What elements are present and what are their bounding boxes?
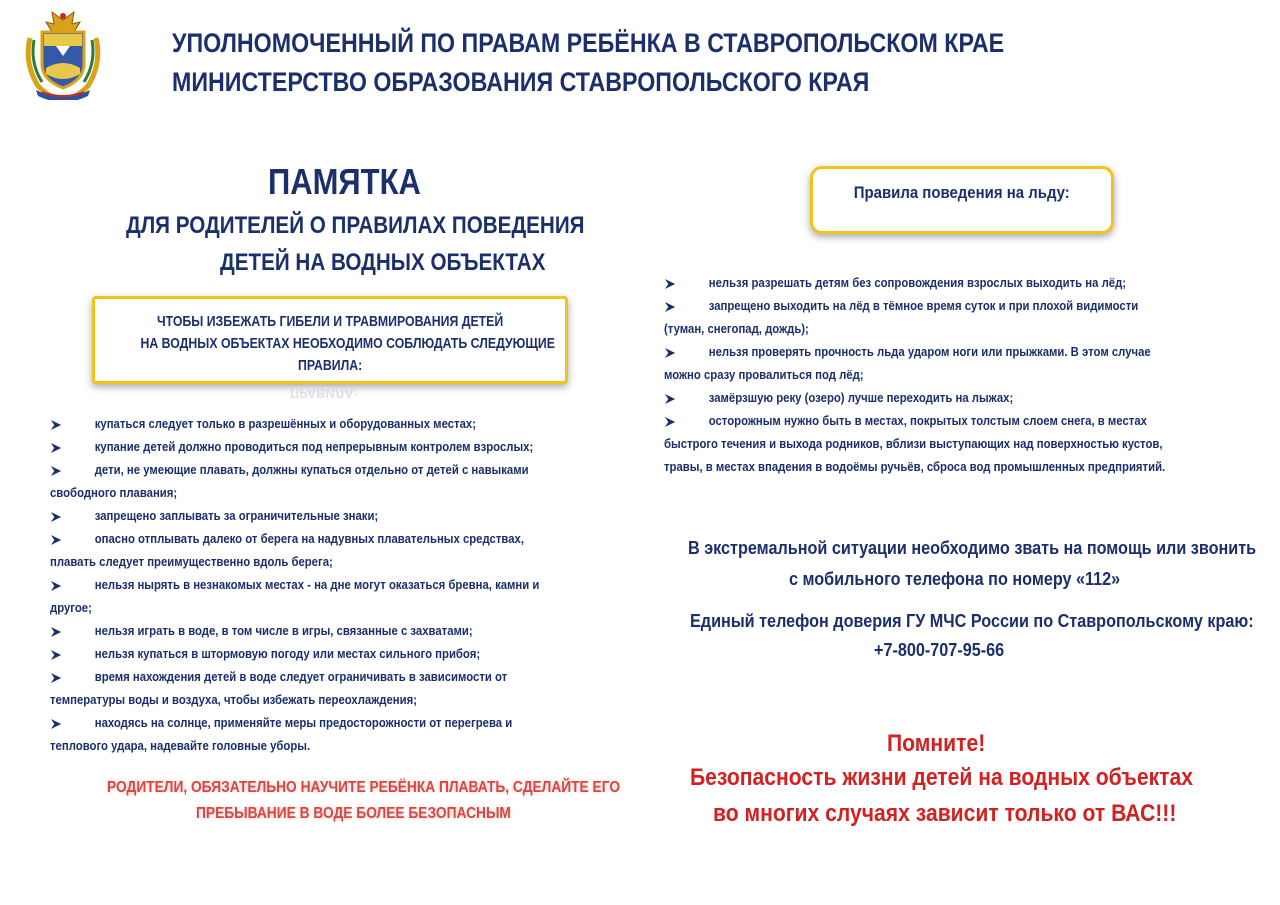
coat-of-arms-icon: [22, 8, 104, 100]
list-item: [50, 527, 620, 550]
header-ministry-title: МИНИСТЕРСТВО ОБРАЗОВАНИЯ СТАВРОПОЛЬСКОГО КРАЯ: [172, 67, 870, 97]
list-item-text: теплового удара, надевайте головные уборы.: [50, 738, 311, 753]
list-item: [50, 412, 620, 435]
list-item: [50, 435, 620, 458]
parents-note-line1: РОДИТЕЛИ, ОБЯЗАТЕЛЬНО НАУЧИТЕ РЕБЁНКА ПЛАВАТЬ, СДЕЛАЙТЕ ЕГО: [107, 779, 621, 796]
list-item-text: находясь на солнце, применяйте меры предосторожности от перегрева и: [94, 715, 513, 730]
arrowhead-bullet-icon: [50, 672, 62, 684]
hotline-label: Единый телефон доверия ГУ МЧС России по Ставропольскому краю:: [690, 611, 1254, 631]
list-item-text: другое;: [50, 600, 92, 615]
arrowhead-bullet-icon: [50, 465, 62, 477]
list-item-continuation: [664, 363, 1244, 386]
list-item: [50, 573, 620, 596]
list-item-continuation: [664, 317, 1244, 340]
list-item: [50, 619, 620, 642]
reminder-line3: во многих случаях зависит только от ВАС!!!: [713, 800, 1177, 827]
list-item-text: нельзя играть в воде, в том числе в игры, связанные с захватами;: [94, 623, 473, 638]
reminder-line2: Безопасность жизни детей на водных объектах: [690, 764, 1193, 791]
list-item-text: купание детей должно проводиться под непрерывным контролем взрослых;: [94, 439, 534, 454]
warning-line1: ЧТОБЫ ИЗБЕЖАТЬ ГИБЕЛИ И ТРАВМИРОВАНИЯ ДЕТЕЙ: [156, 313, 504, 330]
ice-rules-title-box: [810, 166, 1114, 234]
warning-line2: НА ВОДНЫХ ОБЪЕКТАХ НЕОБХОДИМО СОБЛЮДАТЬ СЛЕДУЮЩИЕ: [140, 335, 555, 352]
list-item-continuation: [50, 596, 620, 619]
list-item-text: замёрзшую реку (озеро) лучше переходить на лыжах;: [708, 390, 1014, 405]
list-item-continuation: [664, 432, 1244, 455]
arrowhead-bullet-icon: [50, 534, 62, 546]
list-item-text: нельзя разрешать детям без сопровождения взрослых выходить на лёд;: [708, 275, 1127, 290]
list-item: [50, 504, 620, 527]
emergency-line1: В экстремальной ситуации необходимо звать на помощь или звонить: [688, 538, 1257, 558]
arrowhead-bullet-icon: [664, 278, 676, 290]
arrowhead-bullet-icon: [50, 511, 62, 523]
list-item-text: плавать следует преимущественно вдоль берега;: [50, 554, 333, 569]
arrowhead-bullet-icon: [50, 718, 62, 730]
warning-line3: ПРАВИЛА:: [297, 357, 363, 374]
list-item-text: время нахождения детей в воде следует ограничивать в зависимости от: [94, 669, 508, 684]
arrowhead-bullet-icon: [50, 442, 62, 454]
arrowhead-bullet-icon: [664, 416, 676, 428]
emergency-line2: с мобильного телефона по номеру «112»: [789, 569, 1121, 589]
list-item-text: нельзя нырять в незнакомых местах - на дне могут оказаться бревна, камни и: [94, 577, 540, 592]
ice-rules-title: Правила поведения на льду:: [853, 183, 1071, 202]
list-item-continuation: [664, 455, 1244, 478]
list-item-text: опасно отплывать далеко от берега на надувных плавательных средствах,: [94, 531, 524, 546]
list-item: [664, 271, 1244, 294]
list-item: [50, 458, 620, 481]
list-item-text: травы, в местах впадения в водоёмы ручьёв, сброса вод промышленных предприятий.: [664, 459, 1166, 474]
warning-box: [92, 296, 568, 384]
arrowhead-bullet-icon: [50, 626, 62, 638]
arrowhead-bullet-icon: [664, 347, 676, 359]
list-item-text: можно сразу провалиться под лёд;: [664, 367, 864, 382]
header-ombudsman-title: УПОЛНОМОЧЕННЫЙ ПО ПРАВАМ РЕБЁНКА В СТАВРОПОЛЬСКОМ КРАЕ: [172, 28, 1005, 58]
list-item-text: нельзя проверять прочность льда ударом ноги или прыжками. В этом случае: [708, 344, 1151, 359]
arrowhead-bullet-icon: [664, 301, 676, 313]
reminder-title: Помните!: [887, 730, 986, 757]
arrowhead-bullet-icon: [50, 649, 62, 661]
list-item: [50, 665, 620, 688]
list-item: [664, 340, 1244, 363]
memo-title: ПАМЯТКА: [268, 161, 421, 202]
list-item-continuation: [50, 550, 620, 573]
hotline-phone: +7-800-707-95-66: [874, 640, 1005, 660]
list-item: [50, 642, 620, 665]
list-item-text: нельзя купаться в штормовую погоду или местах сильного прибоя;: [94, 646, 481, 661]
list-item-text: осторожным нужно быть в местах, покрытых толстым слоем снега, в местах: [708, 413, 1147, 428]
list-item-text: быстрого течения и выхода родников, вблизи выступающих над поверхностью кустов,: [664, 436, 1163, 451]
arrowhead-bullet-icon: [50, 580, 62, 592]
list-item-continuation: [50, 688, 620, 711]
list-item-text: температуры воды и воздуха, чтобы избежать переохлаждения;: [50, 692, 417, 707]
arrowhead-bullet-icon: [664, 393, 676, 405]
ice-rules-list: [664, 271, 1244, 478]
list-item-text: запрещено заплывать за ограничительные знаки;: [94, 508, 379, 523]
arrowhead-bullet-icon: [50, 419, 62, 431]
parents-note-line2: ПРЕБЫВАНИЕ В ВОДЕ БОЛЕЕ БЕЗОПАСНЫМ: [196, 805, 511, 822]
list-item: [664, 409, 1244, 432]
water-rules-list: [50, 412, 620, 757]
warning-reflection: ПРАВИЛА:: [290, 386, 358, 401]
list-item-text: запрещено выходить на лёд в тёмное время суток и при плохой видимости: [708, 298, 1139, 313]
list-item-text: купаться следует только в разрешённых и оборудованных местах;: [94, 416, 476, 431]
list-item-text: дети, не умеющие плавать, должны купаться отдельно от детей с навыками: [94, 462, 529, 477]
list-item-continuation: [50, 734, 620, 757]
list-item-text: (туман, снегопад, дождь);: [664, 321, 809, 336]
memo-subtitle-line2: ДЕТЕЙ НА ВОДНЫХ ОБЪЕКТАХ: [220, 249, 546, 276]
list-item: [664, 386, 1244, 409]
list-item-text: свободного плавания;: [50, 485, 178, 500]
list-item-continuation: [50, 481, 620, 504]
list-item: [664, 294, 1244, 317]
memo-subtitle-line1: ДЛЯ РОДИТЕЛЕЙ О ПРАВИЛАХ ПОВЕДЕНИЯ: [126, 212, 585, 239]
list-item: [50, 711, 620, 734]
